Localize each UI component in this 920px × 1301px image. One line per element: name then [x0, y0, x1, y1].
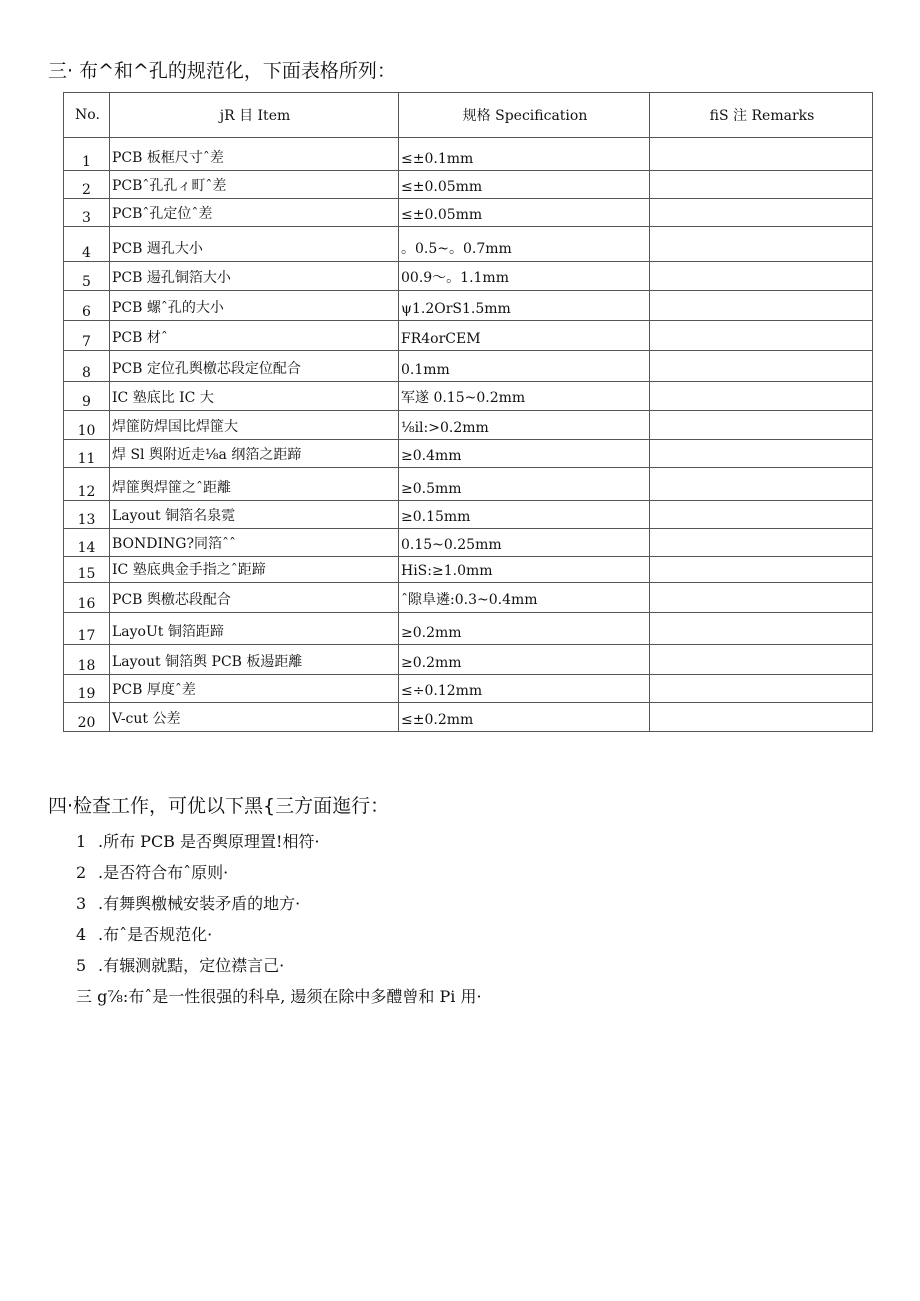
table-cell-spec: ψ1.2OrS1.5mm — [399, 291, 650, 321]
table-cell-spec: ⅛il:>0.2mm — [399, 411, 650, 440]
list-item-text: .是否符合布ˆ原则· — [98, 863, 229, 882]
table-cell-spec: ≤±0.05mm — [399, 199, 650, 227]
table-row — [64, 583, 873, 613]
list-item — [76, 922, 482, 953]
table-cell-remarks — [650, 138, 873, 171]
table-cell-spec: ≥0.15mm — [399, 501, 650, 529]
table-cell-spec: ≥0.2mm — [399, 613, 650, 645]
table-cell-item: PCB 逿孔铜箔大小 — [110, 262, 399, 291]
header-specification: 规格 Specification — [399, 93, 650, 138]
table-cell-spec: ≤±0.05mm — [399, 171, 650, 199]
table-cell-item: Layout 铜箔舆 PCB 板逿距離 — [110, 645, 399, 675]
table-cell-remarks — [650, 321, 873, 351]
table-cell-spec: ≥0.4mm — [399, 440, 650, 468]
table-row — [64, 199, 873, 227]
table-cell-item: PCB 板框尺寸ˆ差 — [110, 138, 399, 171]
table-cell-item: V-cut 公差 — [110, 703, 399, 732]
table-cell-no: 10 — [64, 411, 110, 440]
table-row — [64, 227, 873, 262]
table-cell-remarks — [650, 557, 873, 583]
table-cell-remarks — [650, 703, 873, 732]
header-no: No. — [64, 93, 110, 138]
table-cell-spec: ˆ隙阜遴:0.3~0.4mm — [399, 583, 650, 613]
check-list — [76, 829, 482, 1015]
table-cell-spec: HiS:≥1.0mm — [399, 557, 650, 583]
table-row — [64, 321, 873, 351]
table-cell-remarks — [650, 351, 873, 382]
table-cell-spec: 军遂 0.15~0.2mm — [399, 382, 650, 411]
list-item-number: 4 — [76, 925, 87, 944]
table-row — [64, 529, 873, 557]
table-cell-no: 8 — [64, 351, 110, 382]
closing-note: 三 g⅞:布ˆ是一性很强的科阜, 逿须在除中多醴曾和 Pi 用· — [76, 987, 482, 1006]
table-cell-remarks — [650, 199, 873, 227]
table-row — [64, 171, 873, 199]
table-cell-remarks — [650, 382, 873, 411]
table-cell-item: PCB 材ˆ — [110, 321, 399, 351]
header-item: jR 目 Item — [110, 93, 399, 138]
table-row — [64, 675, 873, 703]
table-cell-item: PCB 週孔大小 — [110, 227, 399, 262]
table-header-row — [64, 93, 873, 138]
table-cell-spec: 。0.5~。0.7mm — [399, 227, 650, 262]
table-cell-spec: ≥0.5mm — [399, 468, 650, 501]
table-cell-remarks — [650, 583, 873, 613]
table-cell-remarks — [650, 468, 873, 501]
table-cell-no: 15 — [64, 557, 110, 583]
table-cell-no: 1 — [64, 138, 110, 171]
table-cell-item: 焊篚舆焊篚之ˆ距離 — [110, 468, 399, 501]
table-cell-no: 20 — [64, 703, 110, 732]
table-cell-remarks — [650, 227, 873, 262]
table-cell-item: PCB 舆檄芯段配合 — [110, 583, 399, 613]
table-row — [64, 557, 873, 583]
list-item-number: 5 — [76, 956, 87, 975]
table-cell-remarks — [650, 501, 873, 529]
section-3-heading: 三· 布^和^孔的规范化，下面表格所列： — [48, 60, 396, 82]
table-row — [64, 613, 873, 645]
table-cell-no: 19 — [64, 675, 110, 703]
table-row — [64, 501, 873, 529]
table-cell-item: PCBˆ孔孔ィ町ˆ差 — [110, 171, 399, 199]
table-cell-no: 4 — [64, 227, 110, 262]
table-cell-no: 13 — [64, 501, 110, 529]
table-cell-item: PCBˆ孔定位ˆ差 — [110, 199, 399, 227]
table-cell-no: 5 — [64, 262, 110, 291]
table-cell-no: 17 — [64, 613, 110, 645]
table-cell-spec: ≤±0.2mm — [399, 703, 650, 732]
list-item-number: 1 — [76, 832, 87, 851]
table-cell-remarks — [650, 675, 873, 703]
table-cell-remarks — [650, 529, 873, 557]
table-cell-no: 3 — [64, 199, 110, 227]
table-row — [64, 262, 873, 291]
table-cell-item: 焊 Sl 舆附近走⅛a 纲箔之距蹄 — [110, 440, 399, 468]
table-cell-spec: ≤÷0.12mm — [399, 675, 650, 703]
table-row — [64, 645, 873, 675]
section-4-heading: 四·检查工作，可优以下黑{三方面迤行： — [48, 795, 390, 817]
table-cell-remarks — [650, 291, 873, 321]
list-item — [76, 891, 482, 922]
table-cell-no: 9 — [64, 382, 110, 411]
table-cell-spec: ≤±0.1mm — [399, 138, 650, 171]
table-cell-remarks — [650, 411, 873, 440]
table-cell-no: 14 — [64, 529, 110, 557]
table-cell-item: PCB 螺ˆ孔的大小 — [110, 291, 399, 321]
table-cell-item: PCB 厚度ˆ差 — [110, 675, 399, 703]
specification-table — [63, 92, 873, 732]
table-cell-spec: 0.15~0.25mm — [399, 529, 650, 557]
list-item-text: .有舞舆檄械安装矛盾的地方· — [98, 894, 301, 913]
list-item — [76, 860, 482, 891]
table-cell-no: 18 — [64, 645, 110, 675]
list-item-number: 3 — [76, 894, 87, 913]
table-cell-no: 12 — [64, 468, 110, 501]
table-row — [64, 138, 873, 171]
table-cell-remarks — [650, 262, 873, 291]
list-item — [76, 829, 482, 860]
list-item-text: .布ˆ是否规范化· — [98, 925, 213, 944]
list-item — [76, 953, 482, 984]
list-item-number: 2 — [76, 863, 87, 882]
table-cell-remarks — [650, 171, 873, 199]
table-cell-item: 焊篚防焊国比焊篚大 — [110, 411, 399, 440]
table-row — [64, 411, 873, 440]
header-remarks: fiS 注 Remarks — [650, 93, 873, 138]
table-cell-spec: 00.9～。1.1mm — [399, 262, 650, 291]
table-row — [64, 382, 873, 411]
table-cell-remarks — [650, 645, 873, 675]
table-cell-item: BONDING?同箔ˆˆ — [110, 529, 399, 557]
table-cell-no: 7 — [64, 321, 110, 351]
table-row — [64, 351, 873, 382]
table-cell-spec: 0.1mm — [399, 351, 650, 382]
table-cell-item: Layout 铜箔名泉霓 — [110, 501, 399, 529]
table-cell-remarks — [650, 440, 873, 468]
table-cell-spec: FR4orCEM — [399, 321, 650, 351]
table-cell-item: IC 塾底比 IC 大 — [110, 382, 399, 411]
table-row — [64, 468, 873, 501]
list-item-text: .所布 PCB 是否舆原理置!相符· — [98, 832, 320, 851]
table-cell-item: LayoUt 铜箔距蹄 — [110, 613, 399, 645]
table-cell-item: PCB 定位孔舆檄芯段定位配合 — [110, 351, 399, 382]
table-cell-no: 16 — [64, 583, 110, 613]
table-cell-no: 6 — [64, 291, 110, 321]
table-cell-no: 11 — [64, 440, 110, 468]
table-row — [64, 291, 873, 321]
table-row — [64, 703, 873, 732]
table-row — [64, 440, 873, 468]
list-item-text: .有辗测就黠，定位襟言己· — [98, 956, 285, 975]
table-cell-item: IC 塾底典金手指之ˆ距蹄 — [110, 557, 399, 583]
table-cell-no: 2 — [64, 171, 110, 199]
table-cell-remarks — [650, 613, 873, 645]
table-cell-spec: ≥0.2mm — [399, 645, 650, 675]
